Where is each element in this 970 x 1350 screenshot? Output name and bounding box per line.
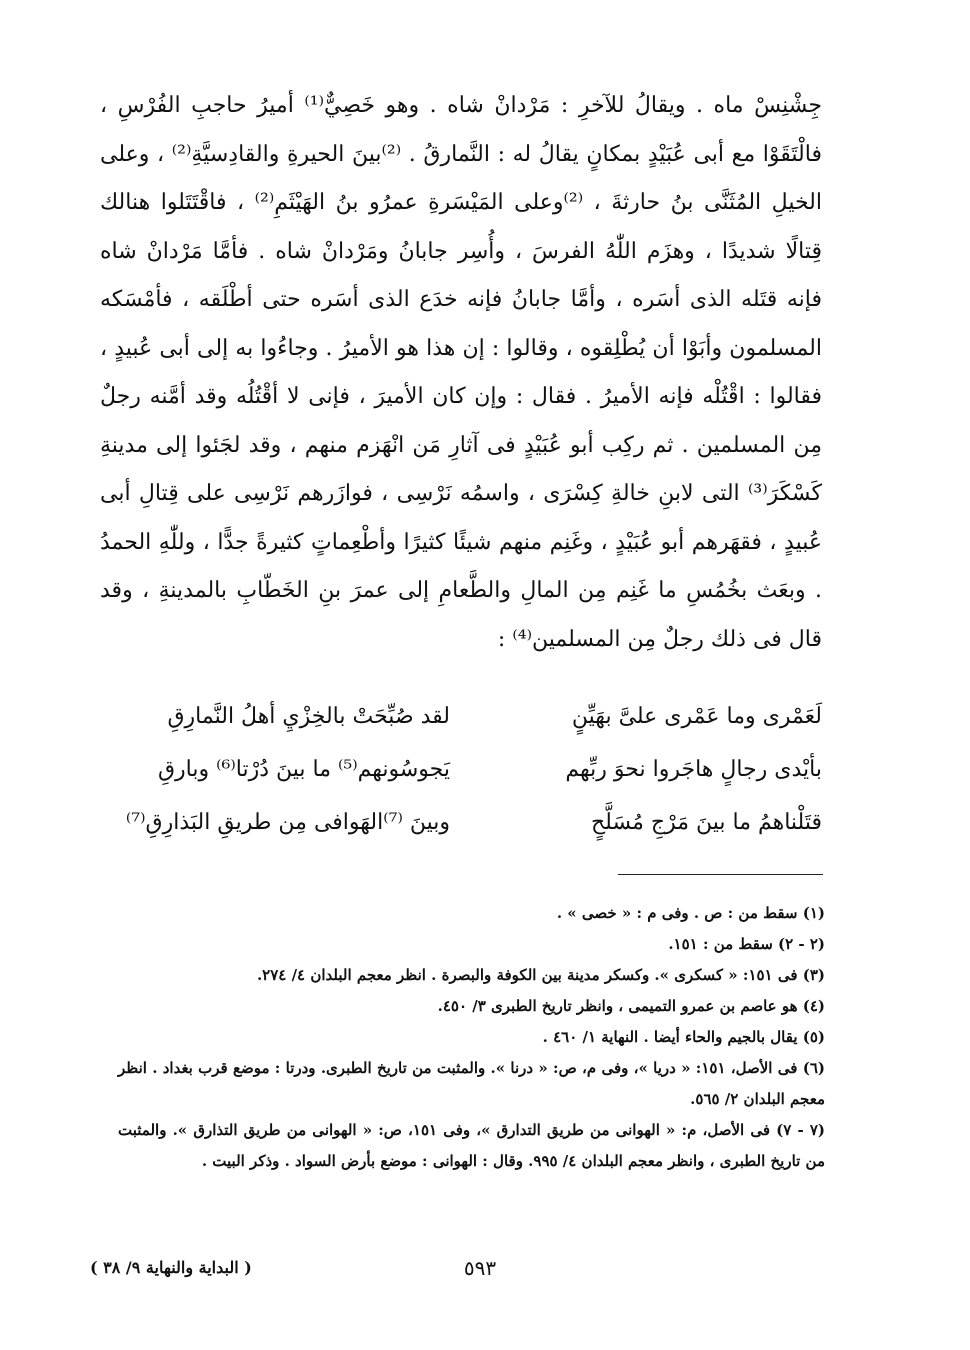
verse-2-first-hemistich: بأيْدى رجالٍ هاجَروا نحوَ ربِّهم [565,757,822,782]
footnote-3: (٣) فى ١٥١: « كسكرى ». وكسكر مدينة بين الكوفة والبصرة . انظر معجم البلدان ٤/ ٢٧٤. [256,966,825,984]
footnote-5: (٥) يقال بالجيم والحاء أيضا . النهاية ١/ ٤٦٠ . [542,1028,825,1046]
verse-1-first-hemistich: لَعَمْرى وما عَمْرى علىَّ بهَيِّنٍ [571,704,822,729]
footnote-7: (٧ - ٧) فى الأصل، م: « الهوانى من طريق التدارق »، وفى ١٥١، ص: « الهوانى من طريق التذارق ». والمثبت من تاريخ الطبرى ، وانظر معجم البلدان ٤/ ٩٩٥. وقال : الهوانى : موضع بأرض السواد . وذكر البيت . [118,1121,826,1170]
main-paragraph: جِشْنِسْ ماه . ويقالُ للآخرِ : مَرْدانْ شاه . وهو خَصِيٌّ⁽¹⁾ أميرُ حاجبِ الفُرْسِ ، فالْتَقَوْا مع أبى عُبَيْدٍ بمكانٍ يقالُ له : النَّمارقُ . ⁽²⁾بينَ الحيرةِ والقادِسيَّةِ⁽²⁾ ، وعلى الخيلِ المُثَنَّى بنُ حارثةَ ، ⁽²⁾وعلى المَيْسَرةِ عمرُو بنُ الهَيْثَمِ⁽²⁾ ، فاقْتَتَلوا هنالك قِتالًا شديدًا ، وهزَم اللّٰهُ الفرسَ ، وأُسِر جابانُ ومَرْدانْ شاه . فأمَّا مَرْدانْ شاه فإنه قتَله الذى أسَره ، وأمَّا جابانُ فإنه خدَع الذى أسَره حتى أطْلَقه ، فأمْسَكه المسلمون وأبَوْا أن يُطْلِقوه ، وقالوا : إن هذا هو الأميرُ . وجاءُوا به إلى أبى عُبيدٍ ، فقالوا : اقْتُلْه فإنه الأميرُ . فقال : وإن كان الأميرَ ، فإنى لا أقْتُلُه وقد أمَّنه رجلٌ مِن المسلمين . ثم ركِب أبو عُبَيْدٍ فى آثارِ مَن انْهَزم منهم ، وقد لجَئوا إلى مدينةِ كَسْكَرَ⁽³⁾ التى لابنِ خالةِ كِسْرَى ، واسمُه نَرْسِى ، فوازَرهم نَرْسِى على قِتالِ أبى عُبيدٍ ، فقهَرهم أبو عُبَيْدٍ ، وغَنِم منهم شيئًا كثيرًا وأطْعِماتٍ كثيرةً جدًّا ، وللّٰهِ الحمدُ . وبعَث بخُمُسِ ما غَنِم مِن المالِ والطَّعامِ إلى عمرَ بنِ الخَطّابِ بالمدينةِ ، وقد قال فى ذلك رجلٌ مِن المسلمين⁽⁴⁾ : [100,93,822,652]
poem-verse-2 [120,743,822,796]
page-number: ٥٩٣ [463,1256,497,1280]
verse-1-second-hemistich: لقد صُبِّحَتْ بالخِزْيِ أهلُ النَّمارِقِ [167,704,450,729]
footnotes [118,898,825,1177]
footnote-6: (٦) فى الأصل، ١٥١: « دريا »، وفى م، ص: « درنا ». والمثبت من تاريخ الطبرى. ودرتا : موضع قرب بغداد . انظر معجم البلدان ٢/ ٥٦٥. [118,1059,825,1108]
footnote-separator [618,874,823,875]
poem [120,690,822,849]
verse-3-second-hemistich: وبينَ ⁽⁷⁾الهَوافى مِن طريقِ البَذارِقِ⁽⁷⁾ [125,810,450,835]
poem-verse-3 [120,796,822,849]
footnote-2: (٢ - ٢) سقط من : ١٥١. [668,935,825,953]
verse-3-first-hemistich: قتَلْناهمُ ما بينَ مَرْجِ مُسَلَّحٍ [590,810,822,835]
poem-verse-1 [120,690,822,743]
footnote-1: (١) سقط من : ص . وفى م : « خصى » . [556,904,825,922]
main-text [100,82,822,664]
footnote-4: (٤) هو عاصم بن عمرو التميمى ، وانظر تاريخ الطبرى ٣/ ٤٥٠. [437,997,825,1015]
running-footer: ( البداية والنهاية ٩/ ٣٨ ) [90,1258,252,1277]
verse-2-second-hemistich: يَجوسُونهم⁽⁵⁾ ما بينَ دُرْتا⁽⁶⁾ وبارقِ [157,757,450,782]
